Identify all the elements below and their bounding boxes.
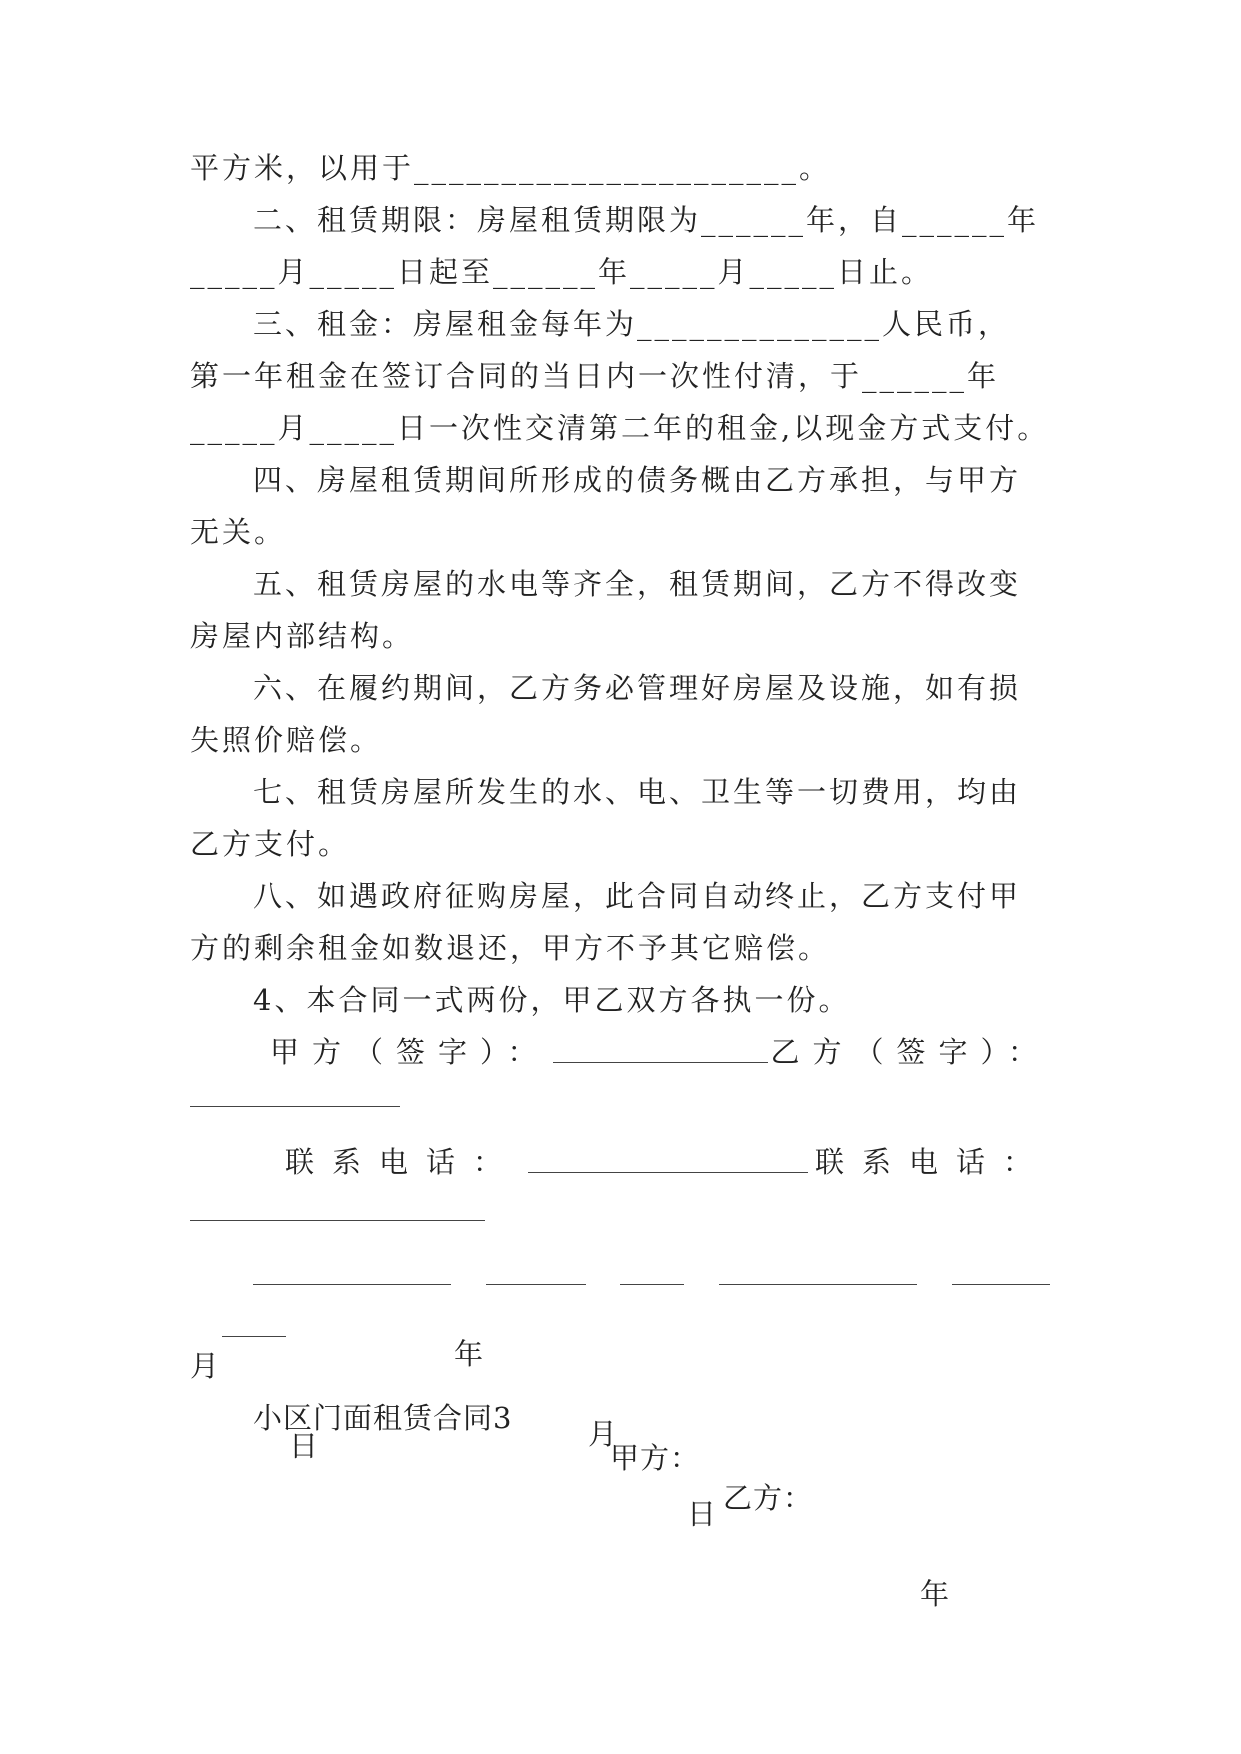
clause-7-expenses-cont: 乙方支付。 bbox=[190, 827, 351, 861]
party-b-signature-blank[interactable] bbox=[190, 1106, 400, 1107]
next-contract-party-b: 乙方： bbox=[723, 1481, 814, 1515]
party-b-phone-blank[interactable] bbox=[190, 1220, 485, 1221]
party-b-day-blank[interactable] bbox=[222, 1336, 286, 1337]
next-contract-heading bbox=[253, 1358, 1050, 1515]
next-contract-title: 小区门面租赁合同3 bbox=[253, 1401, 513, 1435]
clause-4-debts: 四、房屋租赁期间所形成的债务概由乙方承担，与甲方 bbox=[253, 463, 1022, 497]
party-a-month-label: 月 bbox=[588, 1417, 618, 1451]
signature-row bbox=[270, 1032, 1050, 1072]
clause-3-second-year: _____月_____日一次性交清第二年的租金,以现金方式支付。 bbox=[190, 411, 1050, 445]
next-contract-party-a: 甲方： bbox=[610, 1441, 701, 1475]
party-b-signature-label: 乙方（签字）： bbox=[770, 1035, 1050, 1069]
party-a-signature-label: 甲方（签字）： bbox=[270, 1035, 550, 1069]
clause-8-termination: 八、如遇政府征购房屋，此合同自动终止，乙方支付甲 bbox=[253, 879, 1022, 913]
clause-2-lease-dates: _____月_____日起至______年_____月_____日止。 bbox=[190, 255, 934, 289]
clause-4-debts-cont: 无关。 bbox=[190, 515, 287, 549]
contract-line-area: 平方米，以用于______________________。 bbox=[190, 151, 832, 185]
clause-8-termination-cont: 方的剩余租金如数退还，甲方不予其它赔偿。 bbox=[190, 931, 831, 965]
party-b-year-blank[interactable] bbox=[719, 1284, 917, 1285]
party-a-day-label: 日 bbox=[687, 1497, 717, 1531]
clause-5-utilities-cont: 房屋内部结构。 bbox=[190, 619, 415, 653]
party-a-phone-blank[interactable] bbox=[528, 1142, 808, 1173]
party-a-phone-label: 联系电话： bbox=[285, 1145, 521, 1179]
party-a-month-blank[interactable] bbox=[486, 1284, 586, 1285]
clause-6-maintenance-cont: 失照价赔偿。 bbox=[190, 723, 383, 757]
party-b-phone-label: 联系电话： bbox=[814, 1145, 1050, 1179]
party-a-year-blank[interactable] bbox=[253, 1284, 451, 1285]
clause-6-maintenance: 六、在履约期间，乙方务必管理好房屋及设施，如有损 bbox=[253, 671, 1022, 705]
party-a-day-blank[interactable] bbox=[620, 1284, 684, 1285]
party-b-year-label: 年 bbox=[920, 1577, 950, 1611]
clause-2-lease-term: 二、租赁期限：房屋租赁期限为______年，自______年 bbox=[253, 203, 1040, 237]
clause-7-expenses: 七、租赁房屋所发生的水、电、卫生等一切费用，均由 bbox=[253, 775, 1022, 809]
party-b-month-label: 月 bbox=[190, 1349, 220, 1383]
clause-copies: 4、本合同一式两份，甲乙双方各执一份。 bbox=[253, 983, 851, 1017]
party-b-month-blank[interactable] bbox=[952, 1284, 1050, 1285]
clause-3-first-year: 第一年租金在签订合同的当日内一次性付清，于______年 bbox=[190, 359, 1000, 393]
party-a-signature-blank[interactable] bbox=[553, 1032, 768, 1063]
party-b-day-label: 日 bbox=[289, 1429, 319, 1463]
party-a-year-label: 年 bbox=[454, 1337, 484, 1371]
clause-5-utilities: 五、租赁房屋的水电等齐全，租赁期间，乙方不得改变 bbox=[253, 567, 1022, 601]
phone-row bbox=[285, 1142, 1050, 1182]
clause-3-rent: 三、租金：房屋租金每年为______________人民币， bbox=[253, 307, 1011, 341]
